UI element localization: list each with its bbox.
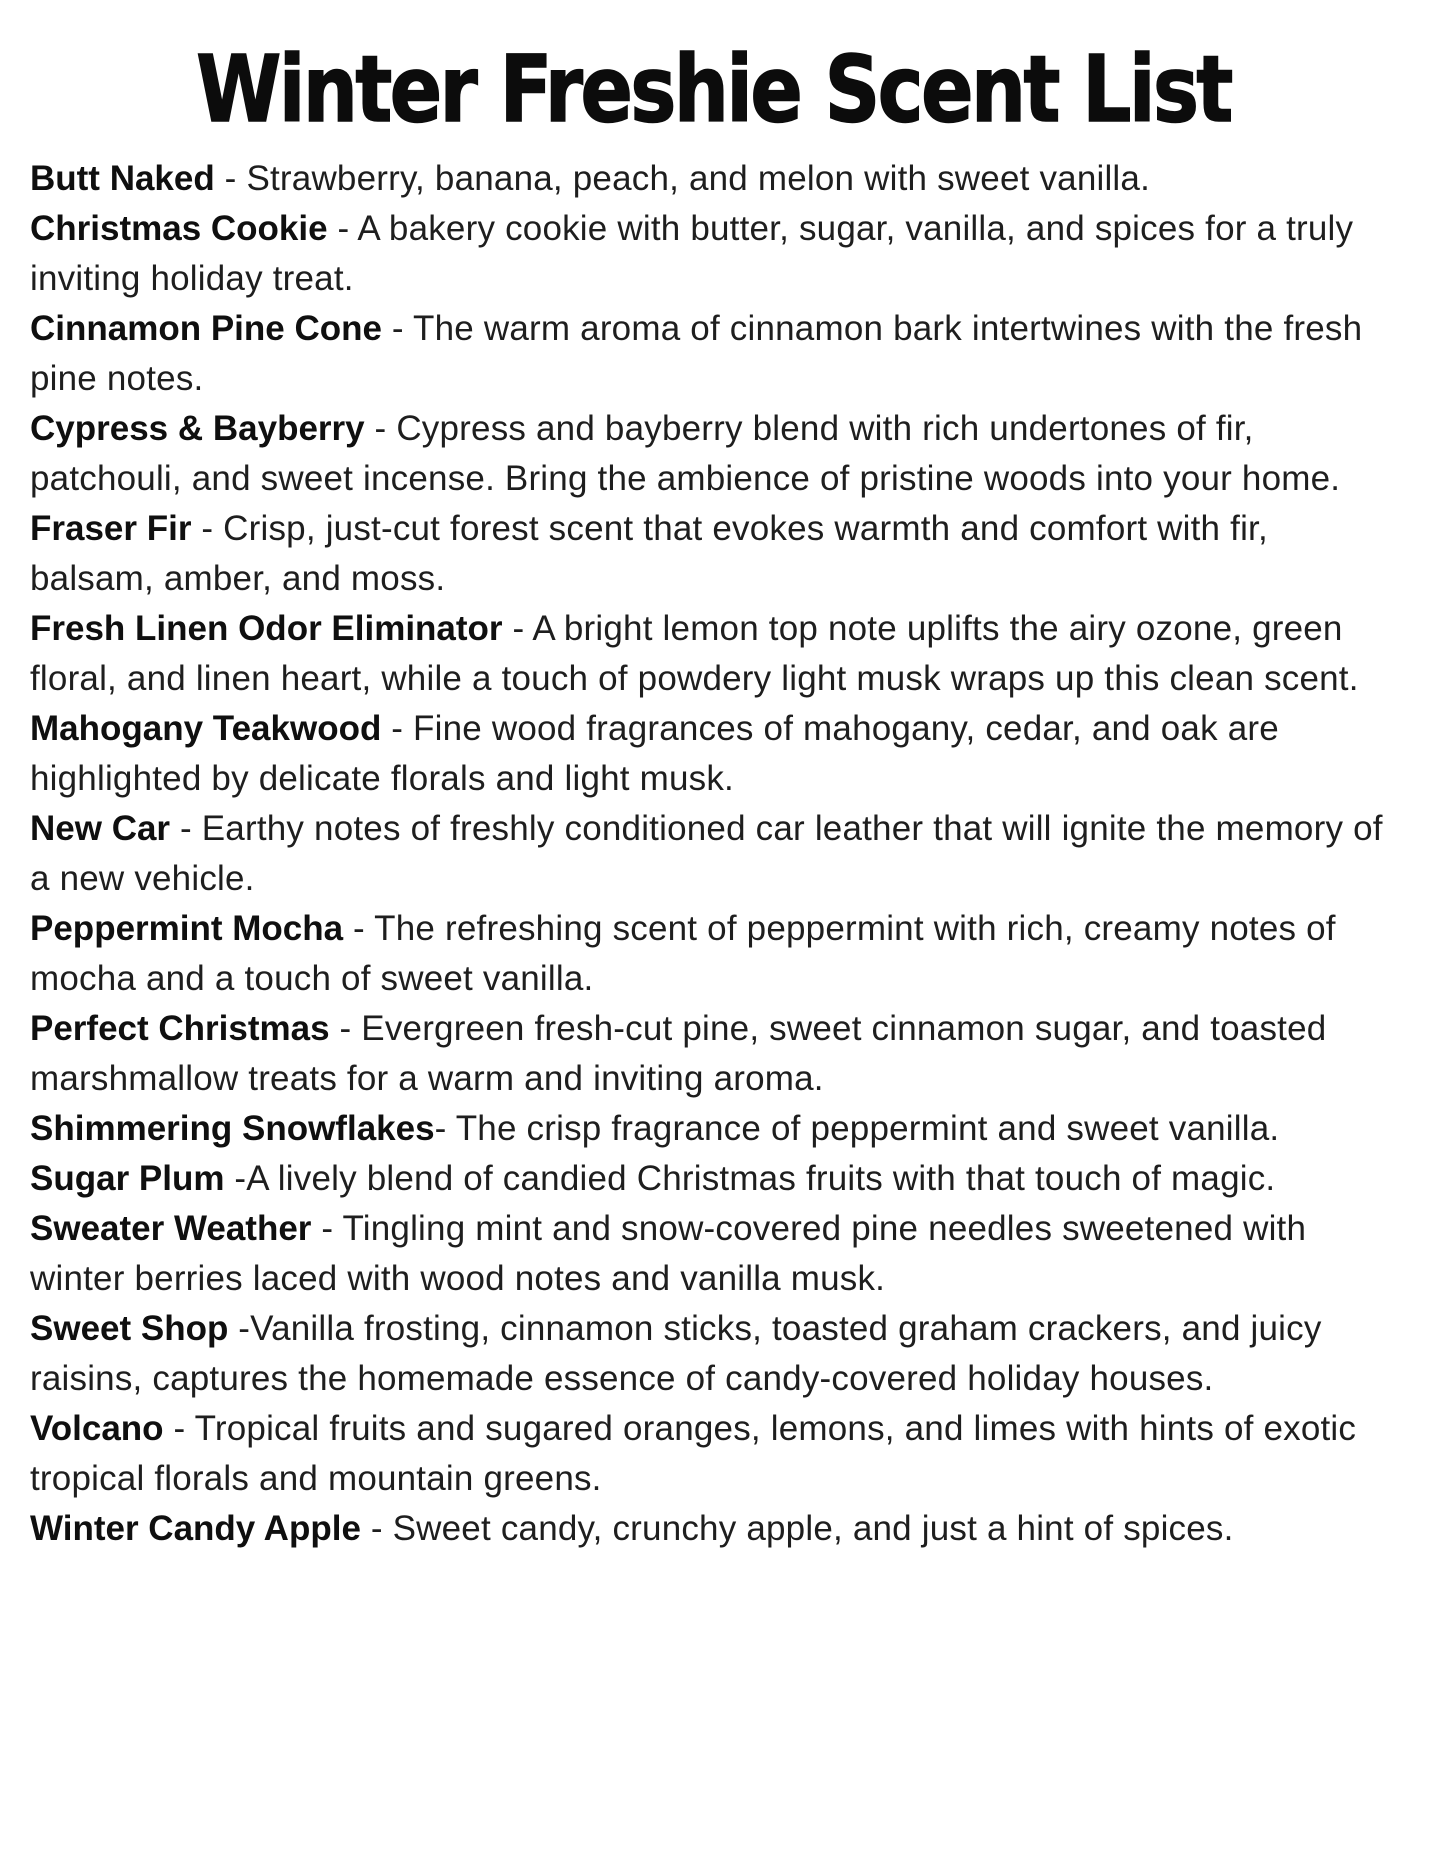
scent-entry <box>30 1404 1397 1504</box>
scent-entry <box>30 604 1397 704</box>
scent-description: - Sweet candy, crunchy apple, and just a hint of spices. <box>360 1509 1234 1548</box>
scent-entry <box>30 1004 1397 1104</box>
scent-list <box>30 154 1397 1554</box>
scent-entry <box>30 904 1397 1004</box>
scent-description: - The warm aroma of cinnamon bark intertwines with the fresh pine notes. <box>30 309 1363 398</box>
scent-name: Winter Candy Apple <box>30 1509 361 1548</box>
scent-entry <box>30 404 1397 504</box>
scent-name: Butt Naked <box>30 159 215 198</box>
scent-name: Sweater Weather <box>30 1209 312 1248</box>
scent-name: Cypress & Bayberry <box>30 409 365 448</box>
scent-description: - The crisp fragrance of peppermint and sweet vanilla. <box>434 1109 1280 1148</box>
scent-name: Perfect Christmas <box>30 1009 330 1048</box>
scent-description: - The refreshing scent of peppermint with rich, creamy notes of mocha and a touch of sweet vanilla. <box>30 909 1336 998</box>
scent-entry <box>30 1104 1397 1154</box>
page-title: Winter Freshie Scent List <box>196 36 1231 143</box>
scent-description: - Cypress and bayberry blend with rich undertones of fir, patchouli, and sweet incense. Bring the ambience of pristine woods into your home. <box>30 409 1341 498</box>
scent-name: Sweet Shop <box>30 1309 229 1348</box>
scent-name: Fraser Fir <box>30 509 192 548</box>
scent-entry <box>30 504 1397 604</box>
scent-name: Mahogany Teakwood <box>30 709 382 748</box>
scent-name: Volcano <box>30 1409 164 1448</box>
scent-name: New Car <box>30 809 171 848</box>
scent-entry <box>30 204 1397 304</box>
scent-description: - Crisp, just-cut forest scent that evokes warmth and comfort with fir, balsam, amber, and moss. <box>30 509 1268 598</box>
scent-entry <box>30 1304 1397 1404</box>
scent-description: - A bright lemon top note uplifts the airy ozone, green floral, and linen heart, while a touch of powdery light musk wraps up this clean scent. <box>30 609 1359 698</box>
scent-entry <box>30 804 1397 904</box>
scent-description: - Tropical fruits and sugared oranges, lemons, and limes with hints of exotic tropical florals and mountain greens. <box>30 1409 1357 1498</box>
scent-entry <box>30 704 1397 804</box>
scent-entry <box>30 1204 1397 1304</box>
scent-name: Cinnamon Pine Cone <box>30 309 382 348</box>
scent-description: -A lively blend of candied Christmas fruits with that touch of magic. <box>224 1159 1276 1198</box>
scent-description: -Vanilla frosting, cinnamon sticks, toasted graham crackers, and juicy raisins, captures the homemade essence of candy-covered holiday houses. <box>30 1309 1322 1398</box>
scent-entry <box>30 1504 1397 1554</box>
scent-name: Sugar Plum <box>30 1159 225 1198</box>
scent-description: - Fine wood fragrances of mahogany, cedar, and oak are highlighted by delicate florals and light musk. <box>30 709 1279 798</box>
scent-description: - Evergreen fresh-cut pine, sweet cinnamon sugar, and toasted marshmallow treats for a warm and inviting aroma. <box>30 1009 1327 1098</box>
scent-description: - A bakery cookie with butter, sugar, vanilla, and spices for a truly inviting holiday treat. <box>30 209 1354 298</box>
scent-name: Peppermint Mocha <box>30 909 344 948</box>
scent-name: Shimmering Snowflakes <box>30 1109 435 1148</box>
scent-entry <box>30 154 1397 204</box>
scent-name: Christmas Cookie <box>30 209 328 248</box>
scent-entry <box>30 304 1397 404</box>
scent-name: Fresh Linen Odor Eliminator <box>30 609 503 648</box>
scent-description: - Earthy notes of freshly conditioned car leather that will ignite the memory of a new vehicle. <box>30 809 1383 898</box>
scent-description: - Tingling mint and snow-covered pine needles sweetened with winter berries laced with wood notes and vanilla musk. <box>30 1209 1307 1298</box>
scent-description: - Strawberry, banana, peach, and melon with sweet vanilla. <box>214 159 1150 198</box>
scent-entry <box>30 1154 1397 1204</box>
